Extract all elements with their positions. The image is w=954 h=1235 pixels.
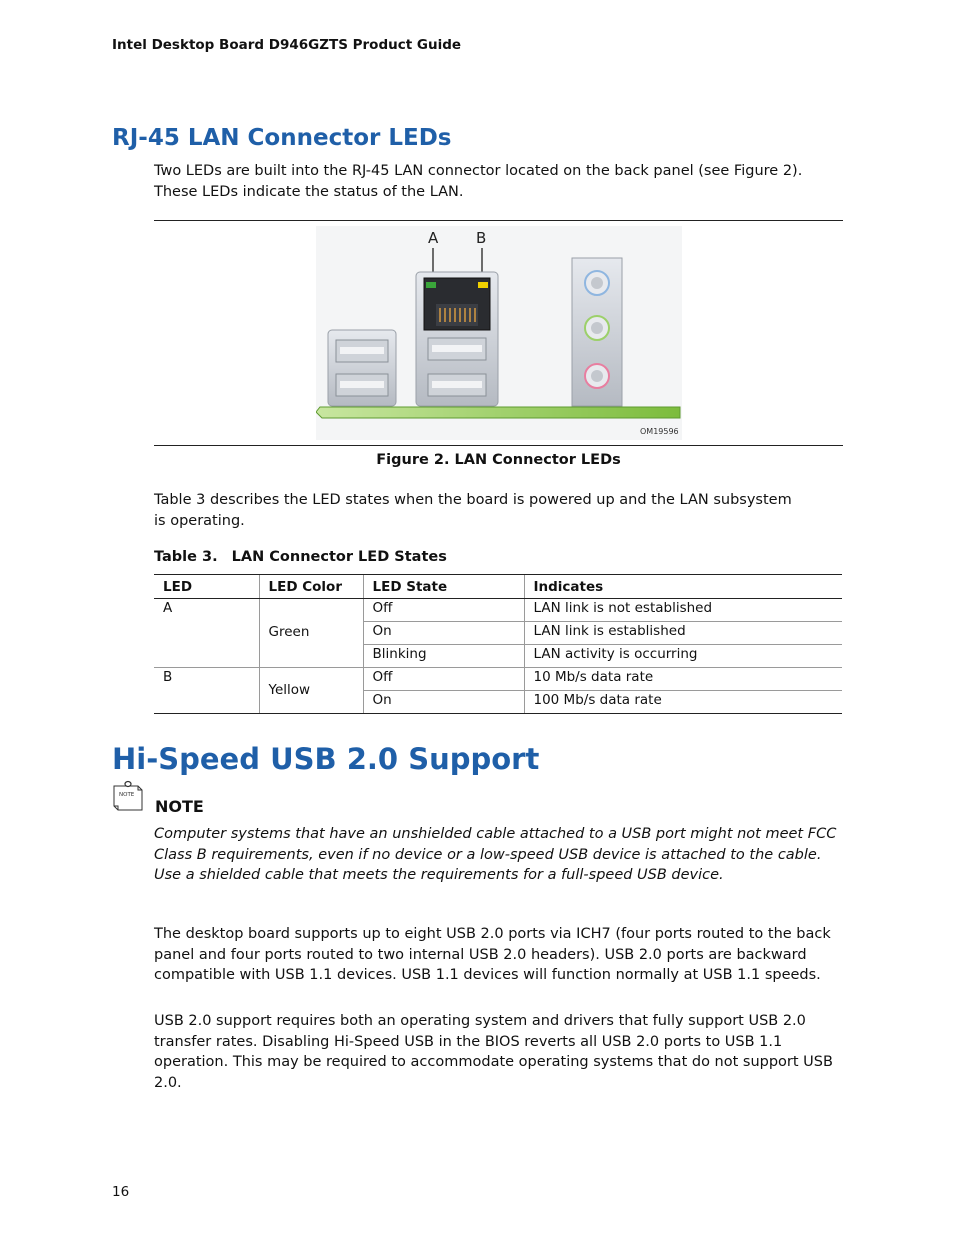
- note-icon: [112, 780, 144, 814]
- document-header: Intel Desktop Board D946GZTS Product Guide: [112, 37, 462, 53]
- usb-paragraph-1: The desktop board supports up to eight USB 2.0 ports via ICH7 (four ports routed to the back panel and four ports routed to two internal USB 2.0 headers). USB 2.0 ports are backward compatible with USB 1.1 devices. USB 1.1 devices will function normally at USB 1.1 speeds.: [154, 926, 831, 983]
- cell-led-color: Green: [259, 599, 363, 668]
- cell-led-state: Blinking: [363, 645, 524, 668]
- cell-led-state: Off: [363, 668, 524, 691]
- cell-led-state: On: [363, 691, 524, 714]
- figure-caption: Figure 2. LAN Connector LEDs: [376, 452, 621, 468]
- cell-indicates: LAN link is not established: [524, 599, 842, 622]
- led-states-table: [154, 574, 842, 714]
- led-b-yellow: [478, 282, 488, 288]
- table-caption: [154, 549, 447, 565]
- cell-led: A: [154, 599, 259, 668]
- cell-led-color: Yellow: [259, 668, 363, 714]
- note-label: NOTE: [155, 797, 204, 816]
- note-text: Computer systems that have an unshielded cable attached to a USB port might not meet FCC Class B requirements, even if no device or a low-speed USB device is attached to the cable. Use a shielded cable that meets the requirements for a full-speed USB device.: [154, 826, 837, 883]
- table-caption-number: Table 3.: [154, 549, 218, 565]
- table-header-row: [154, 575, 842, 599]
- header-led-state: LED State: [363, 575, 524, 599]
- section-heading-usb: Hi-Speed USB 2.0 Support: [112, 742, 540, 776]
- cell-led-state: On: [363, 622, 524, 645]
- figure-top-rule: [154, 220, 843, 221]
- cell-indicates: LAN link is established: [524, 622, 842, 645]
- cell-indicates: 10 Mb/s data rate: [524, 668, 842, 691]
- cell-led: B: [154, 668, 259, 714]
- page-number: 16: [112, 1184, 130, 1200]
- table-row: [154, 599, 842, 622]
- usb-paragraph-2: USB 2.0 support requires both an operating system and drivers that fully support USB 2.0 transfer rates. Disabling Hi-Speed USB in the BIOS reverts all USB 2.0 ports to USB 1.1 operation. This may be required to accommodate operating systems that do not support USB 2.0.: [154, 1013, 833, 1091]
- led-a-green: [426, 282, 436, 288]
- figure-bottom-rule: [154, 445, 843, 446]
- cell-indicates: 100 Mb/s data rate: [524, 691, 842, 714]
- board-edge: [316, 407, 680, 418]
- rj45-usb-stack: [416, 272, 498, 406]
- cell-led-state: Off: [363, 599, 524, 622]
- table-caption-title: LAN Connector LED States: [231, 549, 447, 565]
- audio-jack-panel: [572, 258, 622, 406]
- cell-indicates: LAN activity is occurring: [524, 645, 842, 668]
- callout-label-b: B: [476, 229, 487, 247]
- rj45-intro-paragraph: Two LEDs are built into the RJ-45 LAN connector located on the back panel (see Figure 2). These LEDs indicate the status of the LAN.: [154, 163, 803, 200]
- lan-connector-figure: [316, 226, 682, 440]
- usb-stack-left: [328, 330, 396, 406]
- header-led: LED: [154, 575, 259, 599]
- callout-label-a: A: [428, 229, 439, 247]
- figure-image-id: OM19596: [640, 427, 679, 436]
- table-intro-paragraph: Table 3 describes the LED states when the board is powered up and the LAN subsystem is operating.: [154, 492, 792, 529]
- table-row: [154, 668, 842, 691]
- section-heading-rj45: RJ-45 LAN Connector LEDs: [112, 125, 452, 151]
- header-indicates: Indicates: [524, 575, 842, 599]
- header-led-color: LED Color: [259, 575, 363, 599]
- note-icon-text: NOTE: [119, 792, 135, 798]
